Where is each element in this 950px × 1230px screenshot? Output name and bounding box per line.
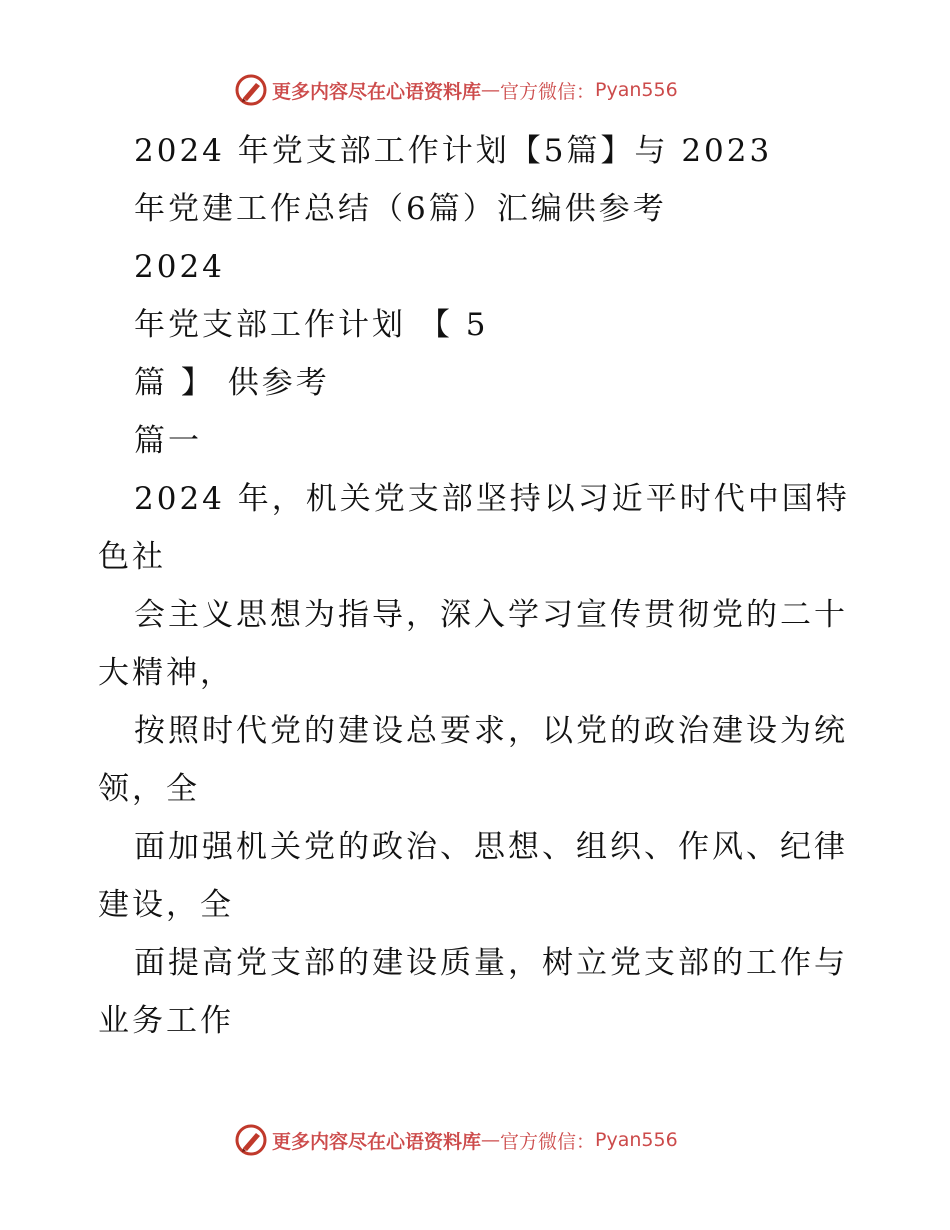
- doc-line: 领，全: [98, 771, 200, 807]
- doc-line: 篇 】 供参考: [134, 365, 330, 401]
- pen-logo-icon: [234, 73, 268, 107]
- watermark-separator: —: [481, 79, 501, 101]
- doc-line: 年党建工作总结（6篇）汇编供参考: [134, 191, 667, 227]
- doc-line: 2024: [134, 249, 225, 285]
- doc-line: 按照时代党的建设总要求，以党的政治建设为统: [134, 713, 848, 749]
- doc-line: 业务工作: [98, 1003, 234, 1039]
- pen-logo-icon: [234, 1123, 268, 1157]
- watermark-site: 更多内容尽在心语资料库: [272, 80, 482, 103]
- doc-line: 色社: [98, 539, 166, 575]
- doc-line: 会主义思想为指导，深入学习宣传贯彻党的二十: [134, 597, 848, 633]
- doc-line: 2024 年，机关党支部坚持以习近平时代中国特: [134, 481, 850, 517]
- watermark-wechat-label: 官方微信：: [500, 1130, 596, 1153]
- watermark-wechat-id: Pyan556: [595, 1129, 678, 1151]
- watermark-separator: —: [481, 1129, 501, 1151]
- doc-line: 大精神，: [98, 655, 234, 691]
- doc-line: 面提高党支部的建设质量，树立党支部的工作与: [134, 945, 848, 981]
- doc-line: 面加强机关党的政治、思想、组织、作风、纪律: [134, 829, 848, 865]
- section-heading: 篇一: [134, 423, 202, 459]
- doc-line: 建设，全: [98, 887, 234, 923]
- footer-watermark: [234, 1122, 678, 1158]
- doc-line: 年党支部工作计划 【 5: [134, 307, 489, 343]
- watermark-site: 更多内容尽在心语资料库: [272, 1130, 482, 1153]
- document-body: [98, 122, 858, 1050]
- header-watermark: [234, 72, 678, 108]
- watermark-wechat-label: 官方微信：: [500, 80, 596, 103]
- doc-line: 2024 年党支部工作计划【5篇】与 2023: [134, 133, 773, 169]
- watermark-wechat-id: Pyan556: [595, 79, 678, 101]
